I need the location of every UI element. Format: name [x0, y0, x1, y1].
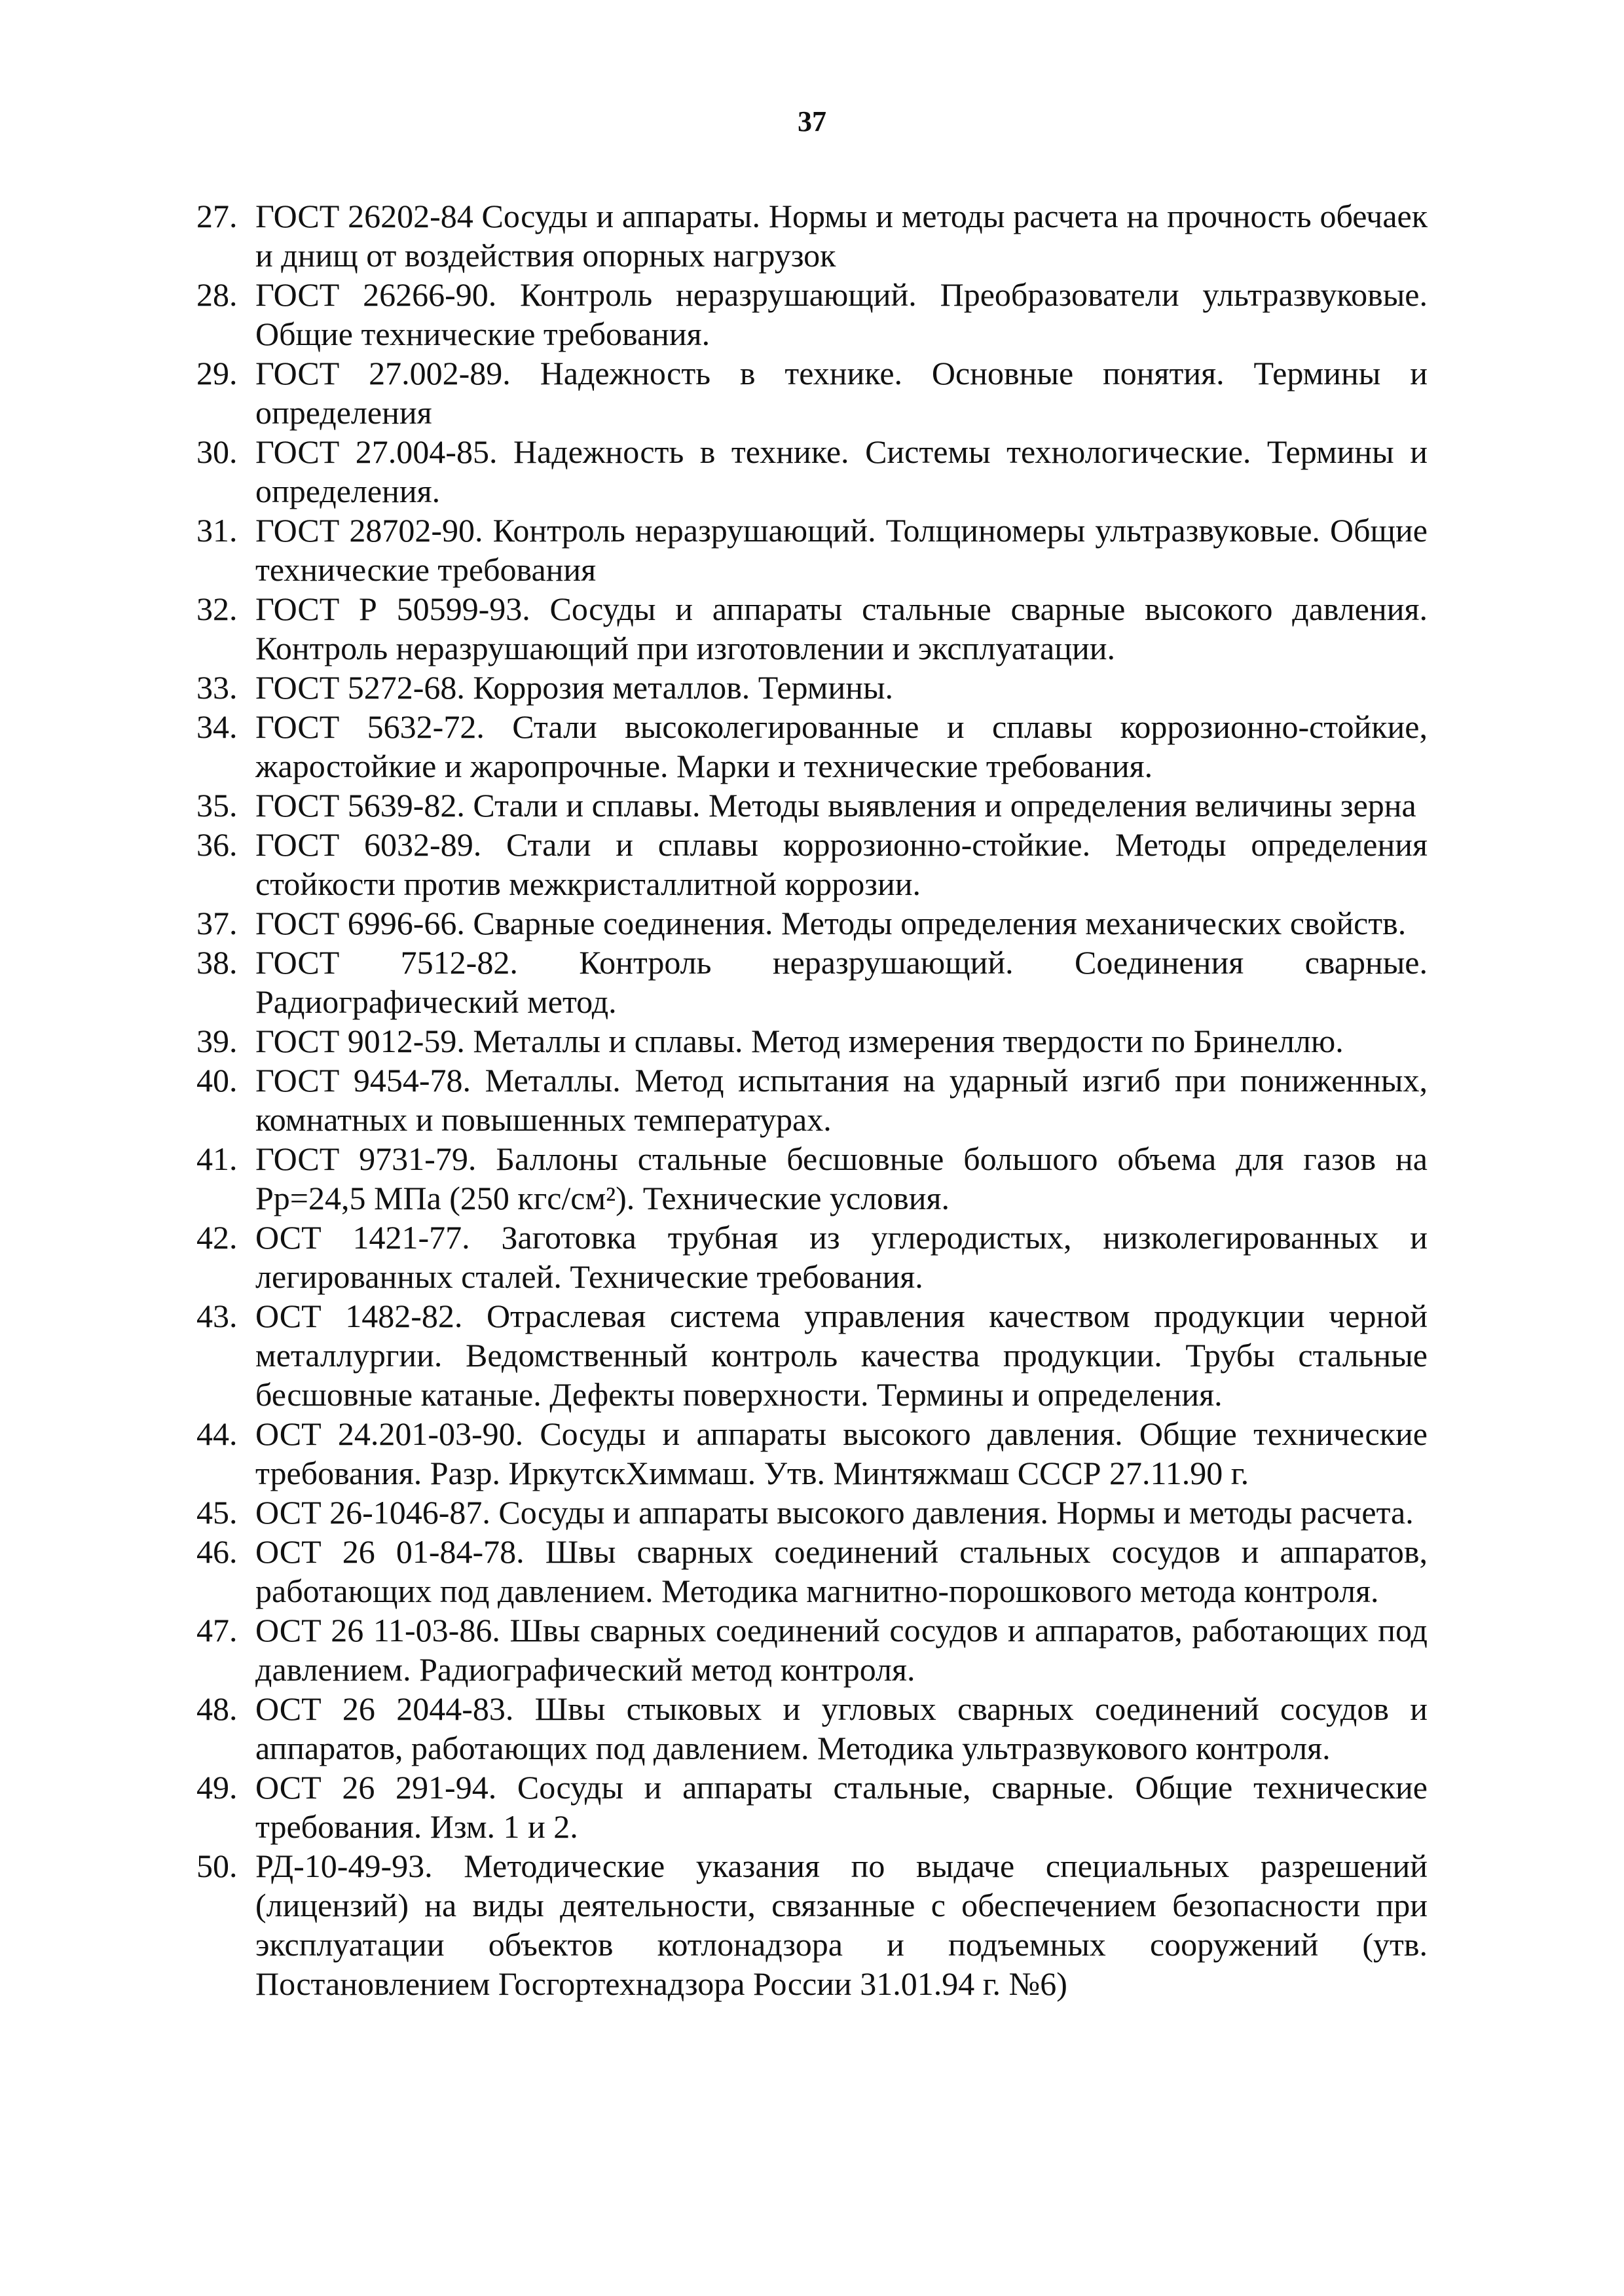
reference-item	[196, 275, 1428, 354]
reference-text: ГОСТ 27.004-85. Надежность в технике. Системы технологические. Термины и определения.	[255, 433, 1428, 509]
reference-item	[196, 1611, 1428, 1689]
reference-number: 35.	[196, 787, 238, 824]
reference-number: 41.	[196, 1140, 238, 1177]
reference-text: ГОСТ 27.002-89. Надежность в технике. Основные понятия. Термины и определения	[255, 355, 1428, 431]
reference-item	[196, 1296, 1428, 1414]
reference-item	[196, 1218, 1428, 1296]
reference-item	[196, 1061, 1428, 1139]
reference-number: 27.	[196, 198, 238, 234]
reference-number: 29.	[196, 355, 238, 392]
reference-number: 46.	[196, 1533, 238, 1570]
reference-item	[196, 668, 1428, 707]
reference-item	[196, 589, 1428, 668]
reference-number: 33.	[196, 669, 238, 706]
reference-number: 42.	[196, 1219, 238, 1256]
reference-text: ГОСТ 6032-89. Стали и сплавы коррозионно-стойкие. Методы определения стойкости против межкристаллитной коррозии.	[255, 826, 1428, 902]
reference-text: ГОСТ 5639-82. Стали и сплавы. Методы выявления и определения величины зерна	[255, 787, 1416, 824]
reference-item	[196, 1414, 1428, 1493]
reference-item	[196, 1493, 1428, 1532]
reference-text: ГОСТ 9454-78. Металлы. Метод испытания на ударный изгиб при пониженных, комнатных и повышенных температурах.	[255, 1062, 1428, 1138]
reference-text: ГОСТ 7512-82. Контроль неразрушающий. Соединения сварные. Радиографический метод.	[255, 944, 1428, 1020]
reference-number: 49.	[196, 1769, 238, 1806]
reference-item	[196, 1768, 1428, 1846]
reference-text: ГОСТ 5272-68. Коррозия металлов. Термины.	[255, 669, 894, 706]
reference-number: 50.	[196, 1848, 238, 1884]
reference-item	[196, 196, 1428, 275]
reference-text: ОСТ 26 01-84-78. Швы сварных соединений стальных сосудов и аппаратов, работающих под давлением. Методика магнитно-порошкового метода контроля.	[255, 1533, 1428, 1609]
reference-text: ОСТ 24.201-03-90. Сосуды и аппараты высокого давления. Общие технические требования. Разр. ИркутскХиммаш. Утв. Минтяжмаш СССР 27.11.90 г.	[255, 1415, 1428, 1491]
reference-text: ОСТ 26 291-94. Сосуды и аппараты стальные, сварные. Общие технические требования. Изм. 1 и 2.	[255, 1769, 1428, 1845]
reference-number: 39.	[196, 1023, 238, 1059]
reference-number: 43.	[196, 1298, 238, 1334]
reference-number: 36.	[196, 826, 238, 863]
reference-number: 40.	[196, 1062, 238, 1099]
reference-number: 47.	[196, 1612, 238, 1649]
reference-number: 48.	[196, 1690, 238, 1727]
reference-item	[196, 707, 1428, 786]
reference-text: ОСТ 26-1046-87. Сосуды и аппараты высокого давления. Нормы и методы расчета.	[255, 1494, 1414, 1531]
reference-number: 45.	[196, 1494, 238, 1531]
reference-item	[196, 1139, 1428, 1218]
reference-item	[196, 825, 1428, 903]
reference-text: ГОСТ 9012-59. Металлы и сплавы. Метод измерения твердости по Бринеллю.	[255, 1023, 1344, 1059]
reference-text: ГОСТ 26266-90. Контроль неразрушающий. Преобразователи ультразвуковые. Общие технические требования.	[255, 276, 1428, 352]
reference-text: ГОСТ 28702-90. Контроль неразрушающий. Толщиномеры ультразвуковые. Общие технические требования	[255, 512, 1428, 588]
reference-item	[196, 1689, 1428, 1768]
reference-item	[196, 354, 1428, 432]
reference-text: ОСТ 1482-82. Отраслевая система управления качеством продукции черной металлургии. Ведомственный контроль качества продукции. Трубы стальные бесшовные катаные. Дефекты поверхности. Термины и определения.	[255, 1298, 1428, 1413]
reference-number: 32.	[196, 591, 238, 627]
reference-text: ОСТ 1421-77. Заготовка трубная из углеродистых, низколегированных и легированных сталей. Технические требования.	[255, 1219, 1428, 1295]
reference-item	[196, 786, 1428, 825]
reference-number: 30.	[196, 433, 238, 470]
reference-number: 34.	[196, 708, 238, 745]
reference-list	[196, 196, 1428, 2003]
reference-text: ГОСТ 26202-84 Сосуды и аппараты. Нормы и методы расчета на прочность обечаек и днищ от воздействия опорных нагрузок	[255, 198, 1428, 274]
reference-item	[196, 943, 1428, 1021]
reference-item	[196, 903, 1428, 943]
reference-text: ОСТ 26 2044-83. Швы стыковых и угловых сварных соединений сосудов и аппаратов, работающих под давлением. Методика ультразвукового контроля.	[255, 1690, 1428, 1766]
reference-text: ГОСТ 6996-66. Сварные соединения. Методы определения механических свойств.	[255, 905, 1407, 941]
reference-number: 28.	[196, 276, 238, 313]
reference-item	[196, 432, 1428, 511]
reference-number: 31.	[196, 512, 238, 549]
reference-item	[196, 1532, 1428, 1611]
reference-number: 44.	[196, 1415, 238, 1452]
reference-number: 38.	[196, 944, 238, 981]
reference-item	[196, 511, 1428, 589]
reference-text: ОСТ 26 11-03-86. Швы сварных соединений сосудов и аппаратов, работающих под давлением. Радиографический метод контроля.	[255, 1612, 1428, 1688]
reference-item	[196, 1846, 1428, 2003]
reference-text: РД-10-49-93. Методические указания по выдаче специальных разрешений (лицензий) на виды деятельности, связанные с обеспечением безопасности при эксплуатации объектов котлонадзора и подъемных сооружений (утв. Постановлением Госгортехнадзора России 31.01.94 г. №6)	[255, 1848, 1428, 2002]
reference-text: ГОСТ 5632-72. Стали высоколегированные и сплавы коррозионно-стойкие, жаростойкие и жаропрочные. Марки и технические требования.	[255, 708, 1428, 784]
reference-text: ГОСТ Р 50599-93. Сосуды и аппараты стальные сварные высокого давления. Контроль неразрушающий при изготовлении и эксплуатации.	[255, 591, 1428, 666]
reference-text: ГОСТ 9731-79. Баллоны стальные бесшовные большого объема для газов на Рр=24,5 МПа (250 кгс/см²). Технические условия.	[255, 1140, 1428, 1216]
page-number: 37	[798, 105, 826, 137]
reference-number: 37.	[196, 905, 238, 941]
reference-item	[196, 1021, 1428, 1061]
